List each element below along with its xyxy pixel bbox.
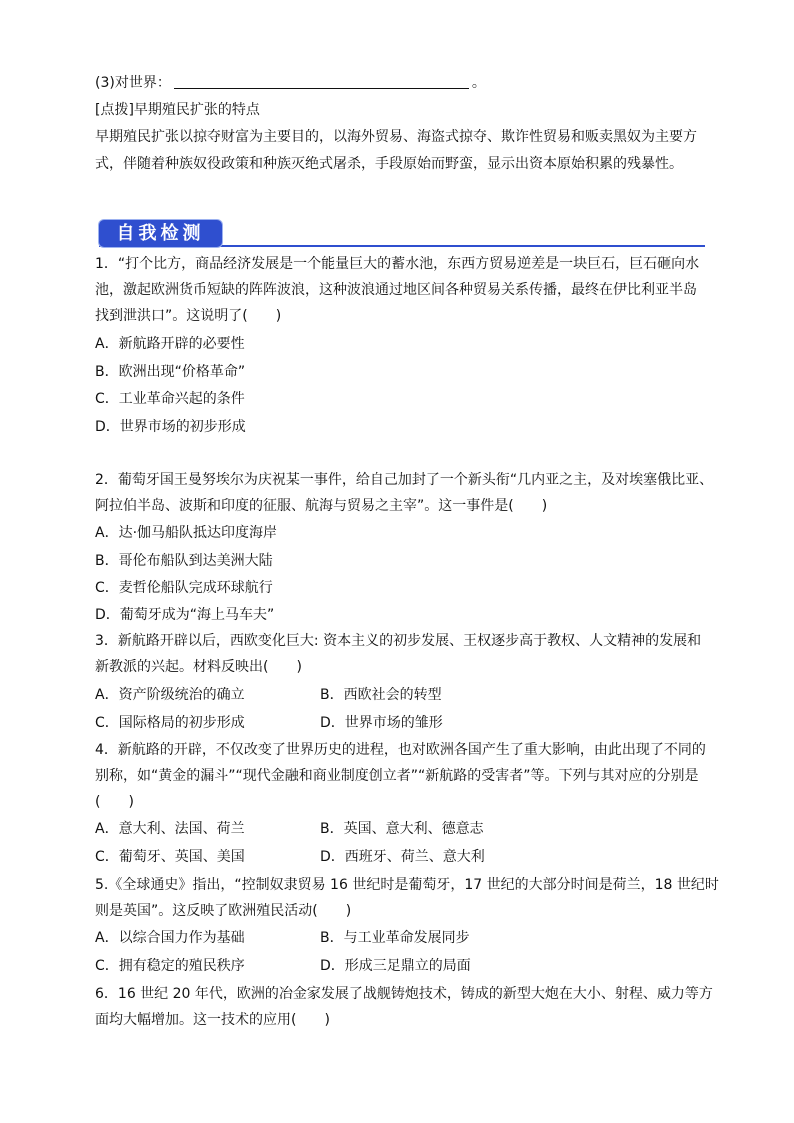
section-title-banner: 自我检测 <box>99 220 222 247</box>
question-3-option-d: D．世界市场的雏形 <box>320 715 443 731</box>
question-1-option-c: C．工业革命兴起的条件 <box>95 391 245 407</box>
question-2-option-b: B．哥伦布船队到达美洲大陆 <box>95 553 273 569</box>
question-4-option-b: B．英国、意大利、德意志 <box>320 821 484 837</box>
tip-body-line-2: 式，伴随着种族奴役政策和种族灭绝式屠杀，手段原始而野蛮，显示出资本原始积累的残暴性。 <box>95 156 683 172</box>
tip-title: [点拨]早期殖民扩张的特点 <box>95 102 260 118</box>
question-4-line-2: 别称，如“黄金的漏斗”“现代金融和商业制度创立者”“新航路的受害者”等。下列与其对应的分别是 <box>95 768 699 784</box>
question-5-line-2: 则是英国”。这反映了欧洲殖民活动( ) <box>95 903 352 919</box>
question-6-line-1: 6．16 世纪 20 年代，欧洲的冶金家发展了战舰铸炮技术，铸成的新型大炮在大小、射程、威力等方 <box>95 986 713 1002</box>
q3-end: 。 <box>471 75 486 91</box>
question-2-option-a: A．达·伽马船队抵达印度海岸 <box>95 525 278 541</box>
question-1-option-b: B．欧洲出现“价格革命” <box>95 364 246 380</box>
question-2-option-d: D．葡萄牙成为“海上马车夫” <box>95 607 275 623</box>
answer-blank <box>174 74 469 89</box>
question-4-line-1: 4．新航路的开辟，不仅改变了世界历史的进程，也对欧洲各国产生了重大影响，由此出现了不同的 <box>95 742 706 758</box>
question-3-option-b: B．西欧社会的转型 <box>320 687 442 703</box>
question-5-option-b: B．与工业革命发展同步 <box>320 930 470 946</box>
question-1-line-1: 1．“打个比方，商品经济发展是一个能量巨大的蓄水池，东西方贸易逆差是一块巨石，巨石砸向水 <box>95 256 700 272</box>
question-6-line-2: 面均大幅增加。这一技术的应用( ) <box>95 1012 330 1028</box>
question-5-option-c: C．拥有稳定的殖民秩序 <box>95 958 245 974</box>
question-4-option-a: A．意大利、法国、荷兰 <box>95 821 245 837</box>
question-2-line-1: 2．葡萄牙国王曼努埃尔为庆祝某一事件，给自己加封了一个新头衔“几内亚之主，及对埃塞俄比亚、 <box>95 472 714 488</box>
question-1-option-d: D．世界市场的初步形成 <box>95 419 246 435</box>
question-3-line-1: 3．新航路开辟以后，西欧变化巨大: 资本主义的初步发展、王权逐步高于教权、人文精神的发展和 <box>95 633 702 649</box>
question-1-option-a: A．新航路开辟的必要性 <box>95 336 245 352</box>
question-5-line-1: 5.《全球通史》指出，“控制奴隶贸易 16 世纪时是葡萄牙，17 世纪的大部分时间是荷兰，18 世纪时 <box>95 877 719 893</box>
question-5-option-a: A．以综合国力作为基础 <box>95 930 245 946</box>
question-4-option-d: D．西班牙、荷兰、意大利 <box>320 849 485 865</box>
question-1-line-2: 池，激起欧洲货币短缺的阵阵波浪，这种波浪通过地区间各种贸易关系传播，最终在伊比利亚半岛 <box>95 282 697 298</box>
q3-label: (3)对世界： <box>95 75 171 91</box>
question-3-option-c: C．国际格局的初步形成 <box>95 715 245 731</box>
tip-body-line-1: 早期殖民扩张以掠夺财富为主要目的，以海外贸易、海盗式掠夺、欺诈性贸易和贩卖黑奴为主要方 <box>95 129 697 145</box>
question-4-option-c: C．葡萄牙、英国、美国 <box>95 849 245 865</box>
question-1-line-3: 找到泄洪口”。这说明了( ) <box>95 308 282 324</box>
question-2-option-c: C．麦哲伦船队完成环球航行 <box>95 580 273 596</box>
question-3-blank-line <box>95 73 486 93</box>
question-3-option-a: A．资产阶级统治的确立 <box>95 687 245 703</box>
question-5-option-d: D．形成三足鼎立的局面 <box>320 958 471 974</box>
question-3-line-2: 新教派的兴起。材料反映出( ) <box>95 659 302 675</box>
question-2-line-2: 阿拉伯半岛、波斯和印度的征服、航海与贸易之主宰”。这一事件是( ) <box>95 498 548 514</box>
question-4-line-3: ( ) <box>95 794 134 810</box>
